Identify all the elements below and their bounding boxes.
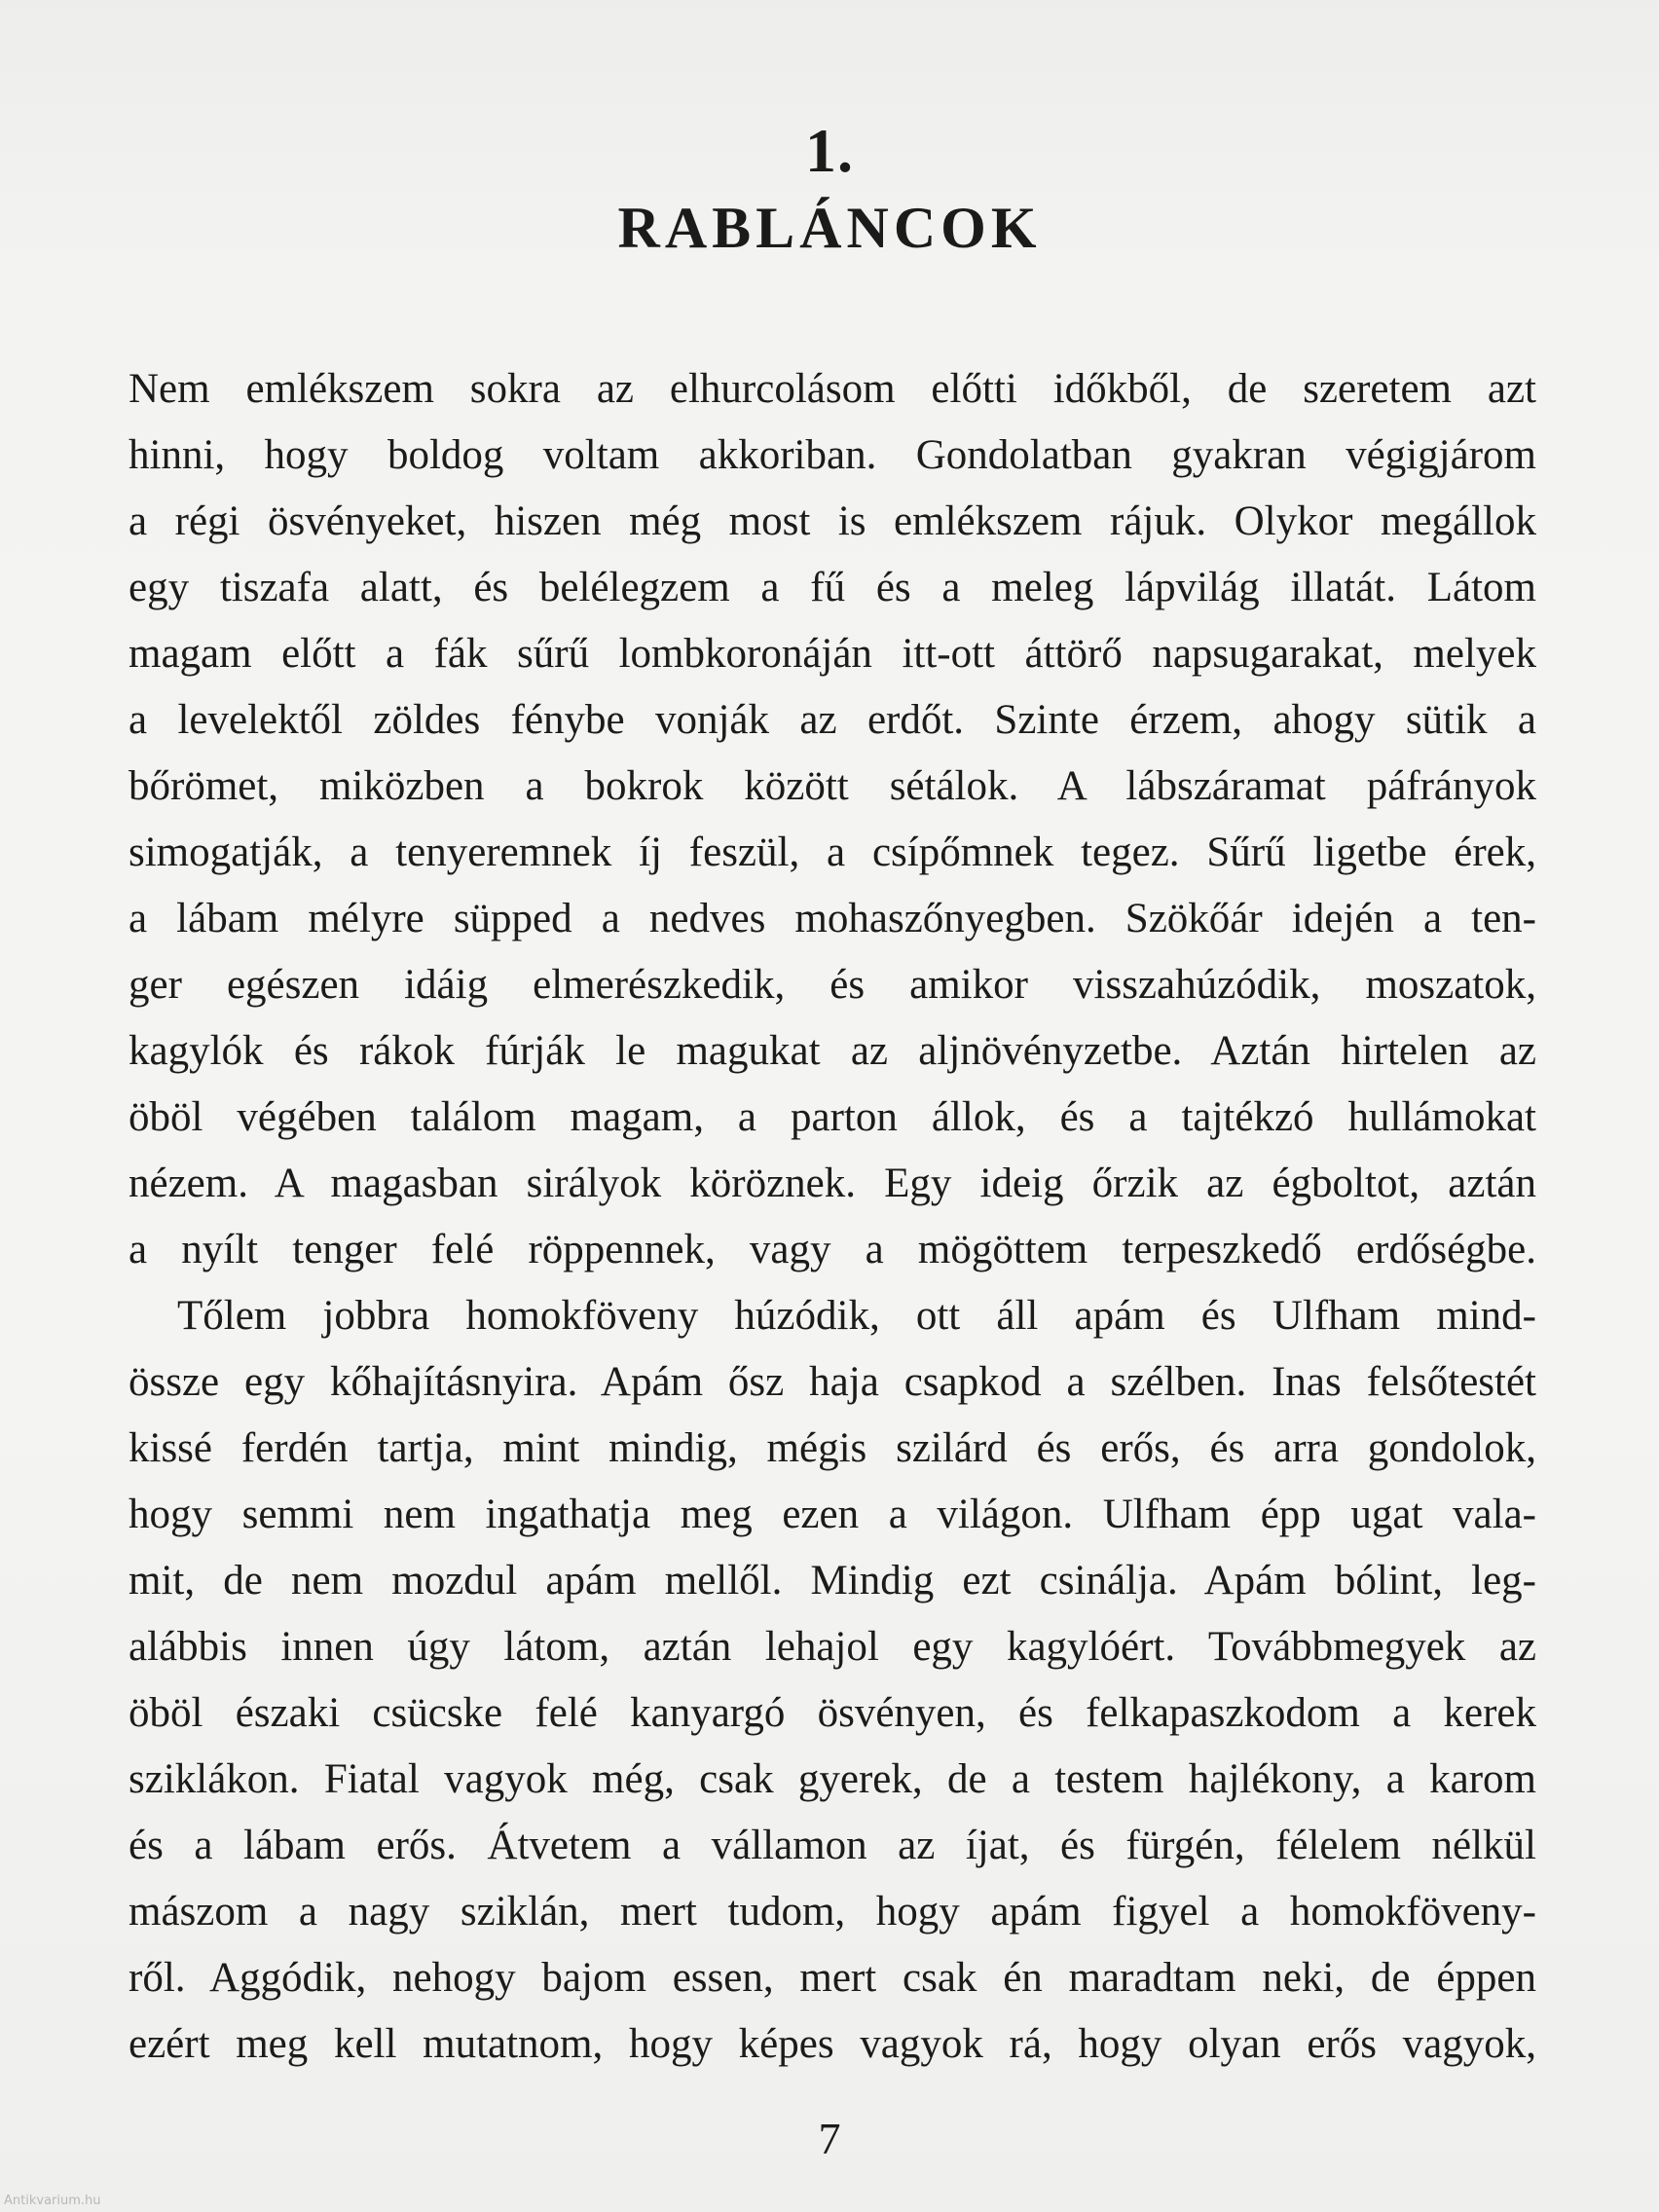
text-line: hogy semmi nem ingathatja meg ezen a világon. Ulfham épp ugat vala- (129, 1492, 1536, 1537)
text-line: össze egy kőhajításnyira. Apám ősz haja csapkod a szélben. Inas felsőtestét (129, 1359, 1536, 1405)
text-line: sziklákon. Fiatal vagyok még, csak gyerek, de a testem hajlékony, a karom (129, 1756, 1536, 1802)
chapter-title: RABLÁNCOK (617, 196, 1042, 260)
text-line: a levelektől zöldes fénybe vonják az erdőt. Szinte érzem, ahogy sütik a (129, 697, 1536, 743)
text-line: Tőlem jobbra homokföveny húzódik, ott áll apám és Ulfham mind- (177, 1293, 1536, 1339)
body-text (129, 356, 1536, 2078)
text-line: ezért meg kell mutatnom, hogy képes vagyok rá, hogy olyan erős vagyok, (129, 2021, 1536, 2067)
text-line: és a lábam erős. Átvetem a vállamon az íjat, és fürgén, félelem nélkül (129, 1823, 1536, 1868)
text-line: a nyílt tenger felé röppennek, vagy a mögöttem terpeszkedő erdőségbe. (129, 1227, 1536, 1272)
text-line: kissé ferdén tartja, mint mindig, mégis szilárd és erős, és arra gondolok, (129, 1425, 1536, 1471)
text-line: a lábam mélyre süpped a nedves mohaszőnyegben. Szökőár idején a ten- (129, 896, 1536, 941)
text-line: kagylók és rákok fúrják le magukat az aljnövényzetbe. Aztán hirtelen az (129, 1028, 1536, 1074)
text-line: mászom a nagy sziklán, mert tudom, hogy apám figyel a homokföveny- (129, 1889, 1536, 1935)
watermark: Antikvarium.hu (4, 2194, 101, 2208)
text-line: öböl végében találom magam, a parton állok, és a tajtékzó hullámokat (129, 1094, 1536, 1140)
text-line: simogatják, a tenyeremnek íj feszül, a csípőmnek tegez. Sűrű ligetbe érek, (129, 830, 1536, 875)
text-line: öböl északi csücske felé kanyargó ösvényen, és felkapaszkodom a kerek (129, 1690, 1536, 1736)
text-line: bőrömet, miközben a bokrok között sétálok. A lábszáramat páfrányok (129, 763, 1536, 809)
text-line: a régi ösvényeket, hiszen még most is emlékszem rájuk. Olykor megállok (129, 498, 1536, 544)
page-number: 7 (818, 2114, 841, 2163)
text-line: egy tiszafa alatt, és belélegzem a fű és a meleg lápvilág illatát. Látom (129, 565, 1536, 610)
text-line: mit, de nem mozdul apám mellől. Mindig ezt csinálja. Apám bólint, leg- (129, 1558, 1536, 1604)
chapter-number: 1. (805, 116, 854, 185)
text-line: hinni, hogy boldog voltam akkoriban. Gondolatban gyakran végigjárom (129, 432, 1536, 478)
text-line: ről. Aggódik, nehogy bajom essen, mert csak én maradtam neki, de éppen (129, 1955, 1536, 2001)
text-line: nézem. A magasban sirályok köröznek. Egy ideig őrzik az égboltot, aztán (129, 1161, 1536, 1206)
text-line: ger egészen idáig elmerészkedik, és amikor visszahúzódik, moszatok, (129, 962, 1536, 1008)
text-line: Nem emlékszem sokra az elhurcolásom előtti időkből, de szeretem azt (129, 366, 1536, 412)
text-line: alábbis innen úgy látom, aztán lehajol egy kagylóért. Továbbmegyek az (129, 1624, 1536, 1670)
text-line: magam előtt a fák sűrű lombkoronáján itt-ott áttörő napsugarakat, melyek (129, 631, 1536, 677)
